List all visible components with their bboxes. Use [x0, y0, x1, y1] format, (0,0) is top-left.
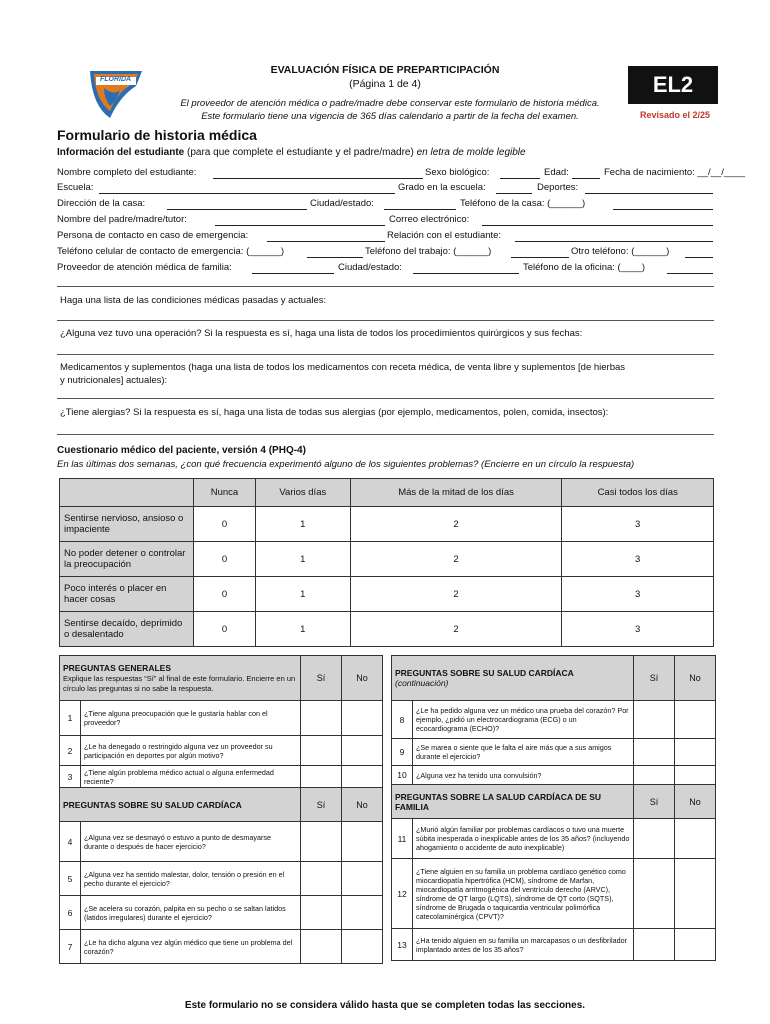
age-input[interactable] — [572, 178, 600, 179]
header-note-1: El proveedor de atención médica o padre/madre debe conservar este formulario de historia médica. — [180, 98, 600, 109]
yes-checkbox[interactable] — [301, 766, 342, 788]
phq-table — [59, 478, 714, 647]
sports-label: Deportes: — [537, 182, 579, 193]
phq-option[interactable]: 2 — [350, 542, 562, 577]
form-main-title: EVALUACIÓN FÍSICA DE PREPARTICIPACIÓN — [270, 64, 500, 76]
no-header: No — [675, 656, 716, 701]
no-header: No — [675, 785, 716, 819]
phq-option[interactable]: 1 — [255, 612, 350, 647]
phq-row — [60, 507, 714, 542]
question-number: 4 — [60, 822, 81, 862]
question-number: 11 — [392, 819, 413, 859]
parent-label: Nombre del padre/madre/tutor: — [57, 214, 187, 225]
cardiac-title: PREGUNTAS SOBRE SU SALUD CARDÍACA — [63, 799, 242, 810]
phq-option[interactable]: 2 — [350, 507, 562, 542]
cardiac-cont-header — [392, 656, 634, 701]
general-instructions: Explique las respuestas “Sí” al final de este formulario. Encierre en un círculo las preguntas si no sabe la respuesta. — [63, 674, 296, 693]
field-row-5 — [57, 230, 717, 244]
full-name-label: Nombre completo del estudiante: — [57, 167, 197, 178]
cardiac-continued-table — [391, 655, 716, 961]
emergency-cell-input[interactable] — [307, 257, 363, 258]
other-phone-label: Otro teléfono: (______) — [571, 246, 670, 257]
phq-option[interactable]: 3 — [562, 612, 714, 647]
question-text: ¿Alguna vez ha sentido malestar, dolor, tensión o presión en el pecho durante el ejercicio? — [81, 862, 301, 896]
phq-option[interactable]: 0 — [194, 542, 256, 577]
no-checkbox[interactable] — [675, 819, 716, 859]
question-text: ¿Se acelera su corazón, palpita en su pecho o se saltan latidos (latidos irregulares) durante el ejercicio? — [81, 896, 301, 930]
question-text: ¿Alguna vez ha tenido una convulsión? — [413, 766, 634, 785]
page-indicator: (Página 1 de 4) — [349, 78, 421, 90]
dob-label: Fecha de nacimiento: __/__/____ — [604, 167, 746, 178]
student-section-note-italic: en letra de molde legible — [416, 147, 526, 158]
phq-col-header: Casi todos los días — [562, 479, 714, 507]
city-state2-input[interactable] — [413, 273, 519, 274]
yes-checkbox[interactable] — [634, 929, 675, 961]
phq-title: Cuestionario médico del paciente, versión 4 (PHQ-4) — [57, 445, 306, 456]
header-note-2: Este formulario tiene una vigencia de 365 días calendario a partir de la fecha del examen. — [201, 111, 579, 122]
medications-label-1: Medicamentos y suplementos (haga una lista de todos los medicamentos con receta médica, de venta libre y suplementos [de hierbas — [60, 362, 626, 373]
page-title: Formulario de historia médica — [57, 127, 257, 143]
yes-checkbox[interactable] — [301, 701, 342, 736]
yes-header: Sí — [634, 656, 675, 701]
emergency-label: Persona de contacto en caso de emergencia: — [57, 230, 249, 241]
yes-header: Sí — [301, 656, 342, 701]
relation-label: Relación con el estudiante: — [387, 230, 502, 241]
school-label: Escuela: — [57, 182, 94, 193]
question-text: ¿Le ha pedido alguna vez un médico una prueba del corazón? Por ejemplo, ¿pidió un electrocardiograma (ECG) o un ecocardiograma (ECHO)? — [413, 701, 634, 739]
no-checkbox[interactable] — [675, 739, 716, 766]
city-state-label: Ciudad/estado: — [310, 198, 374, 209]
question-number: 8 — [392, 701, 413, 739]
family-header — [392, 785, 634, 819]
field-row-7 — [57, 262, 717, 276]
allergies-input[interactable] — [57, 434, 714, 435]
student-section-title: Información del estudiante — [57, 147, 185, 158]
phq-row-label: Poco interés o placer en hacer cosas — [60, 577, 194, 612]
relation-input[interactable] — [515, 241, 713, 242]
no-checkbox[interactable] — [342, 736, 383, 766]
question-number: 7 — [60, 930, 81, 964]
city-state2-label: Ciudad/estado: — [338, 262, 402, 273]
phq-col-header: Varios días — [255, 479, 350, 507]
no-checkbox[interactable] — [675, 859, 716, 929]
question-number: 9 — [392, 739, 413, 766]
work-phone-input[interactable] — [511, 257, 569, 258]
grade-input[interactable] — [496, 193, 532, 194]
yes-checkbox[interactable] — [301, 930, 342, 964]
question-text: ¿Alguna vez se desmayó o estuvo a punto de desmayarse durante o después de hacer ejercicio? — [81, 822, 301, 862]
question-number: 5 — [60, 862, 81, 896]
surgery-input[interactable] — [57, 354, 714, 355]
cardiac-cont-title: PREGUNTAS SOBRE SU SALUD CARDÍACA — [395, 668, 574, 678]
question-text: ¿Le ha denegado o restringido alguna vez un proveedor su participación en deportes por algún motivo? — [81, 736, 301, 766]
phq-option[interactable]: 3 — [562, 507, 714, 542]
medications-input[interactable] — [57, 398, 714, 399]
address-label: Dirección de la casa: — [57, 198, 146, 209]
footer-note: Este formulario no se considera válido hasta que se completen todas las secciones. — [184, 1000, 586, 1011]
question-number: 2 — [60, 736, 81, 766]
yes-checkbox[interactable] — [301, 896, 342, 930]
phq-option[interactable]: 1 — [255, 542, 350, 577]
phq-row — [60, 577, 714, 612]
phq-option[interactable]: 2 — [350, 612, 562, 647]
revision-date: Revisado el 2/25 — [639, 110, 711, 120]
yes-checkbox[interactable] — [634, 701, 675, 739]
general-questions-table — [59, 655, 383, 964]
general-title: PREGUNTAS GENERALES — [63, 663, 171, 673]
question-text: ¿Tiene algún problema médico actual o alguna enfermedad reciente? — [81, 766, 301, 788]
no-checkbox[interactable] — [342, 822, 383, 862]
phq-option[interactable]: 1 — [255, 577, 350, 612]
no-checkbox[interactable] — [342, 862, 383, 896]
past-conditions-input[interactable] — [57, 320, 714, 321]
no-checkbox[interactable] — [342, 701, 383, 736]
medications-label-2: y nutricionales] actuales): — [60, 375, 168, 386]
no-header: No — [342, 656, 383, 701]
emergency-input[interactable] — [267, 241, 385, 242]
question-number: 13 — [392, 929, 413, 961]
school-input[interactable] — [99, 193, 395, 194]
no-checkbox[interactable] — [675, 766, 716, 785]
surgery-label: ¿Alguna vez tuvo una operación? Si la respuesta es sí, haga una lista de todos los procedimientos quirúrgicos y sus fechas: — [60, 328, 583, 339]
general-header — [60, 656, 301, 701]
yes-header: Sí — [301, 788, 342, 822]
question-text: ¿Le ha dicho alguna vez algún médico que tiene un problema del corazón? — [81, 930, 301, 964]
yes-checkbox[interactable] — [301, 822, 342, 862]
other-phone-input[interactable] — [685, 257, 713, 258]
form-code-badge: EL2 — [628, 66, 718, 104]
grade-label: Grado en la escuela: — [398, 182, 486, 193]
student-section-note: (para que complete el estudiante y el padre/madre) — [184, 147, 417, 158]
emergency-cell-label: Teléfono celular de contacto de emergencia: (______) — [57, 246, 285, 257]
no-checkbox[interactable] — [342, 766, 383, 788]
logo-text: FLORIDA — [100, 76, 132, 83]
cardiac-header — [60, 788, 301, 822]
phq-option[interactable]: 0 — [194, 507, 256, 542]
family-title: PREGUNTAS SOBRE LA SALUD CARDÍACA DE SU FAMILIA — [395, 791, 602, 812]
office-phone-input[interactable] — [667, 273, 713, 274]
phq-col-header: Más de la mitad de los días — [350, 479, 562, 507]
work-phone-label: Teléfono del trabajo: (______) — [365, 246, 492, 257]
phq-option[interactable]: 3 — [562, 577, 714, 612]
full-name-input[interactable] — [213, 178, 423, 179]
yes-checkbox[interactable] — [634, 859, 675, 929]
yes-checkbox[interactable] — [301, 736, 342, 766]
phq-row-label: Sentirse decaído, deprimido o desalentado — [60, 612, 194, 647]
email-input[interactable] — [482, 225, 713, 226]
city-state-input[interactable] — [384, 209, 456, 210]
yes-checkbox[interactable] — [634, 819, 675, 859]
yes-checkbox[interactable] — [301, 862, 342, 896]
question-text: ¿Murió algún familiar por problemas cardíacos o tuvo una muerte súbita inesperada o inexplicable antes de los 35 años? (incluyendo ahogamiento o accidente de auto inexplicable) — [413, 819, 634, 859]
sports-input[interactable] — [585, 193, 713, 194]
sex-label: Sexo biológico: — [425, 167, 490, 178]
yes-header: Sí — [634, 785, 675, 819]
yes-checkbox[interactable] — [634, 766, 675, 785]
question-text: ¿Tiene alguien en su familia un problema cardíaco genético como miocardiopatía hipertrófica (HCM), síndrome de Marfan, miocardiopatía arritmogénica del ventrículo derecho (ARVC), síndrome de QT largo (LQTS), síndrome de QT corto (SQTS), síndrome de Brugada o taquicardia ventricular polimórfica catecolaminérgica (CPVT)? — [413, 859, 634, 929]
parent-input[interactable] — [215, 225, 385, 226]
no-checkbox[interactable] — [675, 929, 716, 961]
home-phone-label: Teléfono de la casa: (______) — [460, 198, 586, 209]
phq-option[interactable]: 1 — [255, 507, 350, 542]
no-checkbox[interactable] — [342, 930, 383, 964]
no-checkbox[interactable] — [675, 701, 716, 739]
field-row-4 — [57, 214, 717, 228]
divider — [57, 286, 714, 287]
question-text: ¿Tiene alguna preocupación que le gustaría hablar con el proveedor? — [81, 701, 301, 736]
question-number: 3 — [60, 766, 81, 788]
question-number: 10 — [392, 766, 413, 785]
sex-input[interactable] — [500, 178, 540, 179]
phq-option[interactable]: 0 — [194, 577, 256, 612]
question-number: 6 — [60, 896, 81, 930]
cardiac-cont-subtitle: (continuación) — [395, 678, 449, 688]
phq-option[interactable]: 3 — [562, 542, 714, 577]
phq-col-header: Nunca — [194, 479, 256, 507]
phq-option[interactable]: 0 — [194, 612, 256, 647]
home-phone-input[interactable] — [613, 209, 713, 210]
field-row-2 — [57, 182, 717, 196]
age-label: Edad: — [544, 167, 569, 178]
phq-row-label: Sentirse nervioso, ansioso o impaciente — [60, 507, 194, 542]
field-row-1 — [57, 167, 746, 181]
phq-corner — [60, 479, 194, 507]
field-row-3 — [57, 198, 717, 212]
question-number: 1 — [60, 701, 81, 736]
phq-row — [60, 612, 714, 647]
phq-row — [60, 542, 714, 577]
allergies-label: ¿Tiene alergias? Si la respuesta es sí, haga una lista de todas sus alergias (por ejemplo, medicamentos, polen, comida, insectos): — [60, 407, 609, 418]
email-label: Correo electrónico: — [389, 214, 470, 225]
phq-option[interactable]: 2 — [350, 577, 562, 612]
phq-header-row — [60, 479, 714, 507]
no-checkbox[interactable] — [342, 896, 383, 930]
yes-checkbox[interactable] — [634, 739, 675, 766]
provider-input[interactable] — [252, 273, 334, 274]
phq-subtitle: En las últimas dos semanas, ¿con qué frecuencia experimentó alguno de los siguientes problemas? (Encierre en un círculo la respuesta) — [57, 459, 635, 470]
provider-label: Proveedor de atención médica de familia: — [57, 262, 232, 273]
student-section-header — [57, 147, 526, 158]
no-header: No — [342, 788, 383, 822]
address-input[interactable] — [167, 209, 307, 210]
question-number: 12 — [392, 859, 413, 929]
past-conditions-label: Haga una lista de las condiciones médicas pasadas y actuales: — [60, 295, 327, 306]
office-phone-label: Teléfono de la oficina: (____) — [523, 262, 645, 273]
question-text: ¿Se marea o siente que le falta el aire más que a sus amigos durante el ejercicio? — [413, 739, 634, 766]
field-row-6 — [57, 246, 717, 260]
question-text: ¿Ha tenido alguien en su familia un marcapasos o un desfibrilador implantado antes de los 35 años? — [413, 929, 634, 961]
phq-row-label: No poder detener o controlar la preocupación — [60, 542, 194, 577]
